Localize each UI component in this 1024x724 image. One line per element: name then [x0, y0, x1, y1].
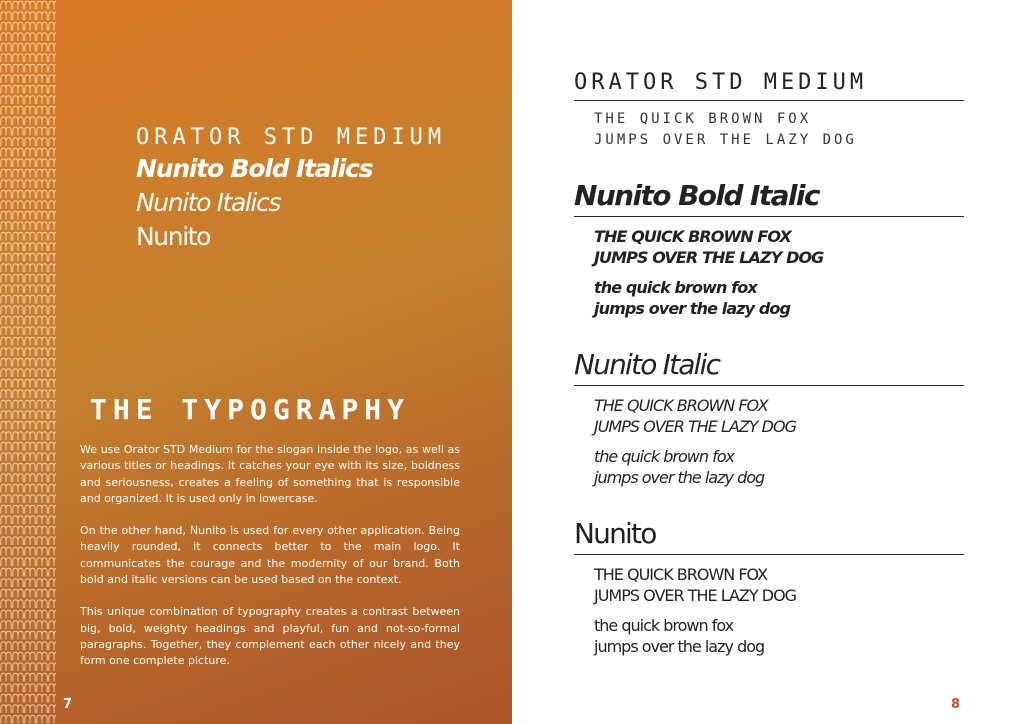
specimen-sample-line: JUMPS OVER THE LAZY DOG [594, 417, 796, 436]
specimen-sample-line: the quick brown fox [594, 278, 757, 297]
specimen-sample-line: jumps over the lazy dog [594, 468, 765, 487]
specimen-nunito [574, 516, 964, 657]
paragraph-nunito: On the other hand, Nunito is used for every other application. Being heavily rounded, it connects better to the main logo. It communicates the courage and the modernity of our brand. Both bold and italic versions can be used based on the context. [80, 524, 460, 587]
specimen-sample-line: jumps over the lazy dog [594, 637, 765, 656]
specimen-sample-line: THE QUICK BROWN FOX [594, 396, 768, 415]
specimen-sample-line: THE QUICK BROWN FOX [594, 227, 791, 246]
font-name-nunito: Nunito [136, 222, 211, 251]
page-number-left: 7 [63, 697, 73, 712]
specimen-title: Nunito Italic [574, 347, 964, 386]
specimen-title: Nunito Bold Italic [574, 178, 964, 217]
font-name-nunito-bold-italics: Nunito Bold Italics [136, 154, 373, 183]
paragraph-combination: This unique combination of typography creates a contrast between big, bold, weighty headings and playful, fun and not-so-formal paragraphs. Together, they complement each other nicely and they form one complete picture. [80, 605, 460, 668]
font-name-nunito-italics: Nunito Italics [136, 188, 280, 217]
specimen-sample-line: the quick brown fox [594, 616, 734, 635]
specimen-sample-line: THE QUICK BROWN FOX [594, 565, 768, 584]
logo-pattern-strip [0, 0, 56, 724]
specimen-sample-line: JUMPS OVER THE LAZY DOG [594, 586, 797, 605]
specimen-sample-line: THE QUICK BROWN FOX [594, 111, 812, 127]
paragraph-orator: We use Orator STD Medium for the slogan inside the logo, as well as various titles or headings. It catches your eye with its size, boldness and seriousness, creates a feeling of something that is responsible and organized. It is used only in lowercase. [80, 443, 460, 505]
specimen-title: ORATOR STD MEDIUM [574, 68, 964, 101]
specimen-orator [574, 68, 964, 151]
font-name-list [136, 124, 446, 254]
specimen-sample-line: JUMPS OVER THE LAZY DOG [594, 248, 824, 267]
specimen-title: Nunito [574, 516, 964, 555]
specimen-sample-line: the quick brown fox [594, 447, 734, 466]
section-heading: THE TYPOGRAPHY [90, 393, 411, 426]
specimen-nunito-italic [574, 347, 964, 488]
font-name-orator: ORATOR STD MEDIUM [136, 125, 447, 150]
page-number-right: 8 [951, 697, 961, 712]
specimen-nunito-bold-italic [574, 178, 964, 319]
specimen-sample-line: JUMPS OVER THE LAZY DOG [594, 132, 857, 148]
right-page [512, 0, 1024, 724]
body-text [80, 442, 460, 686]
specimen-sample-line: jumps over the lazy dog [594, 299, 791, 318]
